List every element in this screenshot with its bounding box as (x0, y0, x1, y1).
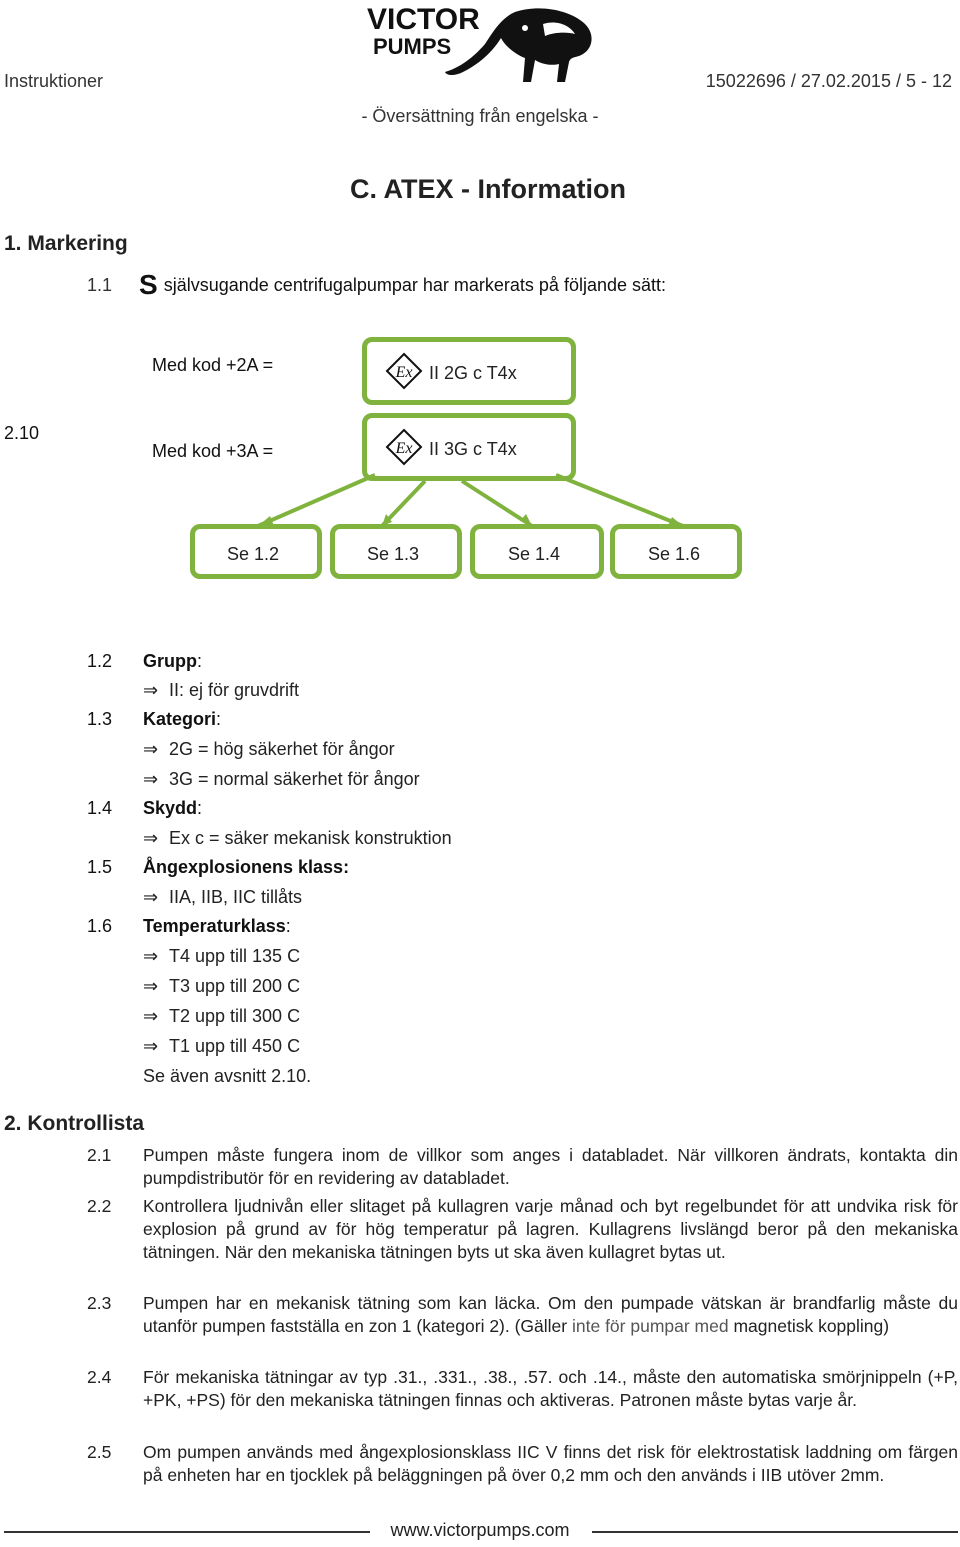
marking-code-2a: II 2G c T4x (429, 363, 517, 383)
section2-heading: 2. Kontrollista (4, 1112, 145, 1135)
marking-label-3a: Med kod +3A = (152, 441, 274, 461)
ref-box-1-2 (190, 524, 322, 579)
ex-mark-text: Ex (395, 364, 413, 381)
marking-ref: 2.10 (4, 423, 40, 443)
def-heading-grupp: Grupp: (143, 651, 203, 671)
check-text: Pumpen måste fungera inom de villkor som anges i databladet. När villkoren ändrats, kontakta din pumpdistributör för en revidering av databladet. (143, 1145, 958, 1188)
see-also: Se även avsnitt 2.10. (143, 1066, 312, 1086)
ref-box-1-3 (330, 524, 462, 579)
marking-label-2a: Med kod +2A = (152, 355, 274, 375)
def-num: 1.3 (87, 709, 113, 729)
def-item: ⇒ IIA, IIB, IIC tillåts (143, 887, 303, 907)
page-title: C. ATEX - Information (350, 174, 626, 204)
check-text: Kontrollera ljudnivån eller slitaget på kullagren varje månad och byt regelbundet för att undvika risk för explosion på grund av för hög temperatur på lagren. Kullagrens livslängd beror på den mekaniska tätningen. När den mekaniska tätningen byts ut ska även kullagret bytas ut. (143, 1196, 958, 1262)
check-text: Pumpen har en mekanisk tätning som kan läcka. Om den pumpade vätskan är brandfarlig måste du utanför pumpen fastställa en zon 1 (kategori 2). (Gäller inte för pumpar med magnetisk koppling) (143, 1293, 958, 1336)
def-item: ⇒ T1 upp till 450 C (143, 1036, 301, 1056)
def-heading-skydd: Skydd: (143, 798, 203, 818)
ref-box-1-6 (610, 524, 742, 579)
def-item: ⇒ 2G = hög säkerhet för ångor (143, 739, 395, 759)
ref-label: Se 1.4 (508, 544, 561, 564)
def-num: 1.2 (87, 651, 113, 671)
check-num: 2.3 (87, 1293, 112, 1313)
def-num: 1.4 (87, 798, 113, 818)
def-item: ⇒ II: ej för gruvdrift (143, 680, 300, 700)
def-item: ⇒ T3 upp till 200 C (143, 976, 301, 996)
item-1-1-num: 1.1 (87, 275, 113, 295)
def-item: ⇒ 3G = normal säkerhet för ångor (143, 769, 420, 789)
ref-label: Se 1.6 (648, 544, 701, 564)
def-item: ⇒ T4 upp till 135 C (143, 946, 301, 966)
subtitle: - Översättning från engelska - (361, 106, 599, 126)
def-num: 1.5 (87, 857, 113, 877)
item-1-1-big: S (139, 269, 158, 300)
def-item: ⇒ T2 upp till 300 C (143, 1006, 301, 1026)
def-num: 1.6 (87, 916, 113, 936)
logo-word-victor: VICTOR (367, 3, 480, 36)
ref-label: Se 1.2 (227, 544, 280, 564)
ref-label: Se 1.3 (367, 544, 420, 564)
ex-mark-text: Ex (395, 440, 413, 457)
check-text: Om pumpen används med ångexplosionsklass IIC V finns det risk för elektrostatisk laddning om färgen på enheten har en tjocklek på beläggningen på över 0,2 mm och den används i IIB utöver 2mm. (143, 1442, 958, 1485)
ref-box-1-4 (470, 524, 604, 579)
check-num: 2.5 (87, 1442, 112, 1462)
def-heading-klass: Ångexplosionens klass: (143, 857, 350, 877)
header-right: 15022696 / 27.02.2015 / 5 - 12 (705, 71, 952, 91)
def-item: ⇒ Ex c = säker mekanisk konstruktion (143, 828, 452, 848)
footer-url[interactable]: www.victorpumps.com (390, 1520, 570, 1540)
check-num: 2.1 (87, 1145, 112, 1165)
check-num: 2.2 (87, 1196, 112, 1216)
check-num: 2.4 (87, 1367, 112, 1387)
check-text: För mekaniska tätningar av typ .31., .331., .38., .57. och .14., måste den automatiska smörjnippeln (+P, +PK, +PS) för den mekaniska tätningen finnas och aktiveras. Patronen måste bytas varje år. (143, 1367, 958, 1410)
marking-code-3a: II 3G c T4x (429, 439, 517, 459)
logo-word-pumps: PUMPS (373, 34, 452, 59)
def-heading-kategori: Kategori: (143, 709, 222, 729)
section1-heading: 1. Markering (4, 232, 128, 255)
def-heading-temp: Temperaturklass: (143, 916, 291, 936)
item-1-1-text: självsugande centrifugalpumpar har markerats på följande sätt: (163, 275, 667, 295)
header-left: Instruktioner (4, 71, 104, 91)
